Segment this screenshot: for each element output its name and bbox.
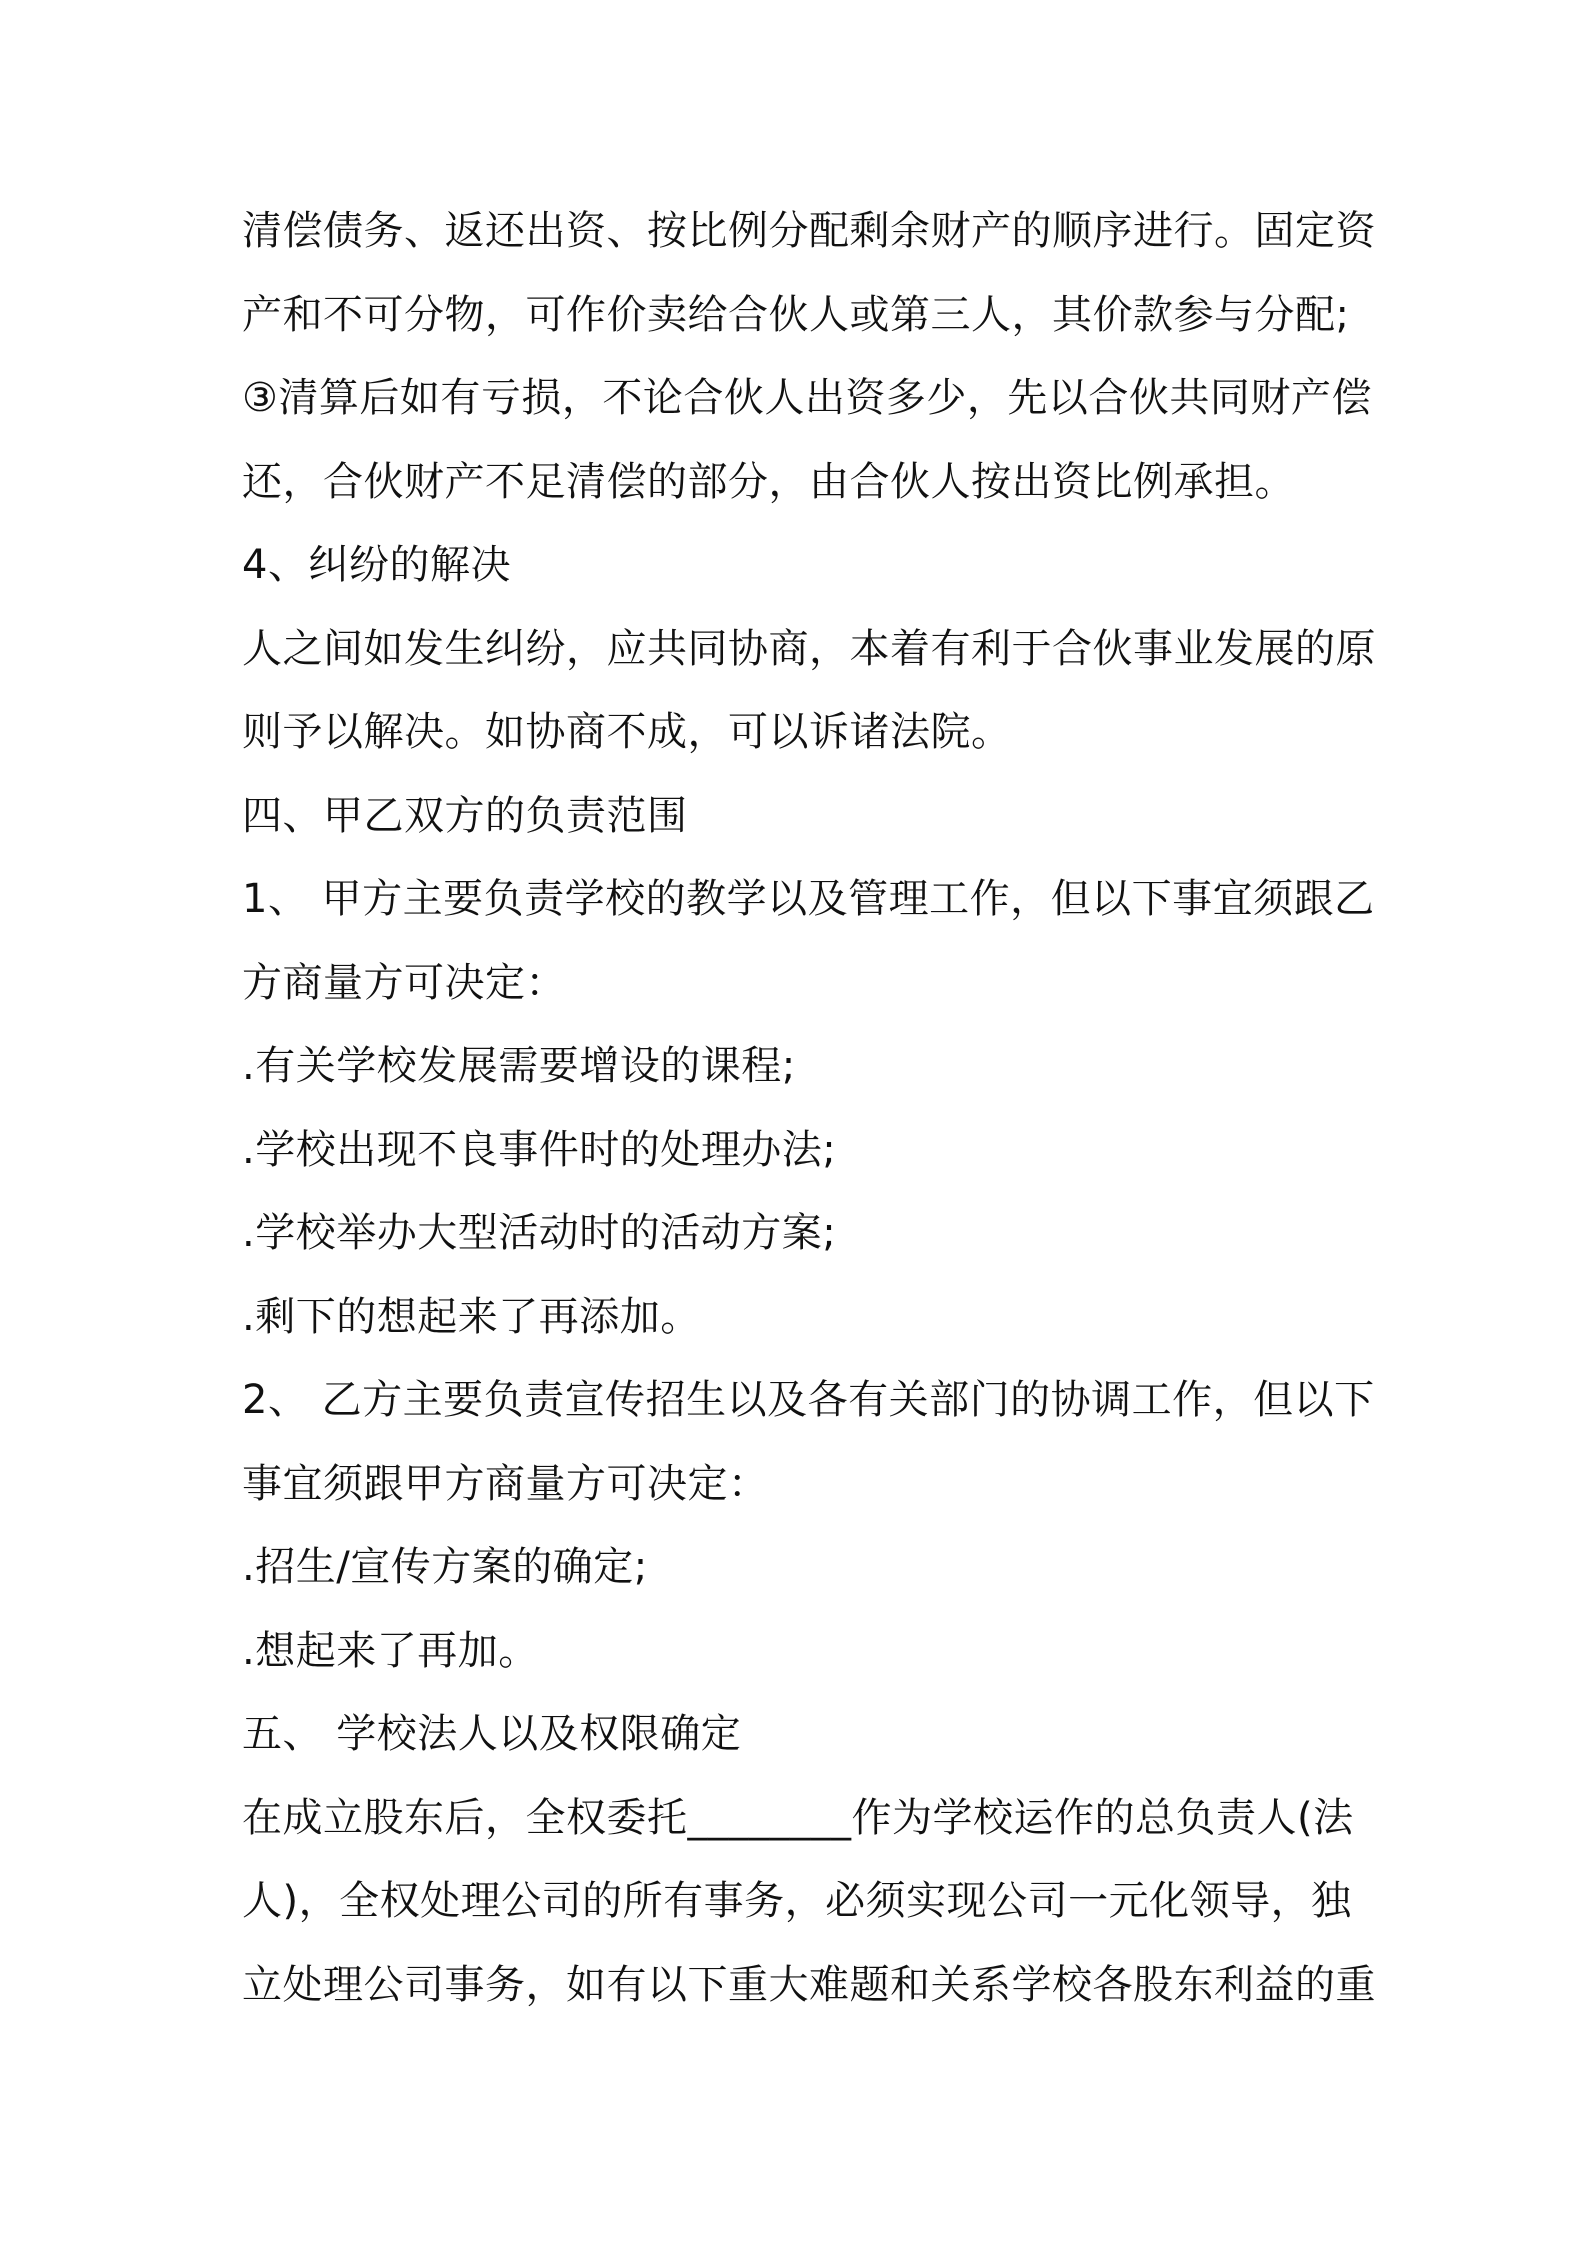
section-heading: 4、纠纷的解决 — [242, 542, 511, 588]
text-line: 2、 乙方主要负责宣传招生以及各有关部门的协调工作，但以下 — [242, 1377, 1375, 1423]
text-line: ③清算后如有亏损，不论合伙人出资多少，先以合伙共同财产偿 — [242, 375, 1372, 421]
text-line: 则予以解决。如协商不成，可以诉诸法院。 — [242, 709, 1012, 755]
text-line: 方商量方可决定： — [242, 959, 566, 1006]
list-item: .有关学校发展需要增设的课程; — [242, 1043, 796, 1089]
text-line: 立处理公司事务，如有以下重大难题和关系学校各股东利益的重 — [242, 1961, 1376, 2008]
text-line: 在成立股东后，全权委托________作为学校运作的总负责人(法 — [242, 1794, 1354, 1841]
text-line: 1、 甲方主要负责学校的教学以及管理工作，但以下事宜须跟乙 — [242, 876, 1375, 922]
text-line: 事宜须跟甲方商量方可决定： — [242, 1460, 769, 1507]
list-item: .剩下的想起来了再添加。 — [242, 1293, 701, 1340]
text-line: 清偿债务、返还出资、按比例分配剩余财产的顺序进行。固定资 — [242, 208, 1376, 254]
section-heading: 四、甲乙双方的负责范围 — [242, 792, 688, 839]
list-item: .想起来了再加。 — [242, 1627, 539, 1674]
list-item: .学校举办大型活动时的活动方案; — [242, 1210, 837, 1256]
text-line: 产和不可分物，可作价卖给合伙人或第三人，其价款参与分配; — [242, 291, 1350, 338]
list-item: .学校出现不良事件时的处理办法; — [242, 1126, 837, 1173]
text-line: 人之间如发生纠纷，应共同协商，本着有利于合伙事业发展的原 — [242, 625, 1376, 672]
section-heading: 五、 学校法人以及权限确定 — [242, 1711, 742, 1757]
text-line: 人)，全权处理公司的所有事务，必须实现公司一元化领导，独 — [242, 1878, 1352, 1924]
document-body — [242, 190, 1376, 2027]
text-line: 还，合伙财产不足清偿的部分，由合伙人按出资比例承担。 — [242, 458, 1295, 505]
list-item: .招生/宣传方案的确定; — [242, 1544, 648, 1590]
